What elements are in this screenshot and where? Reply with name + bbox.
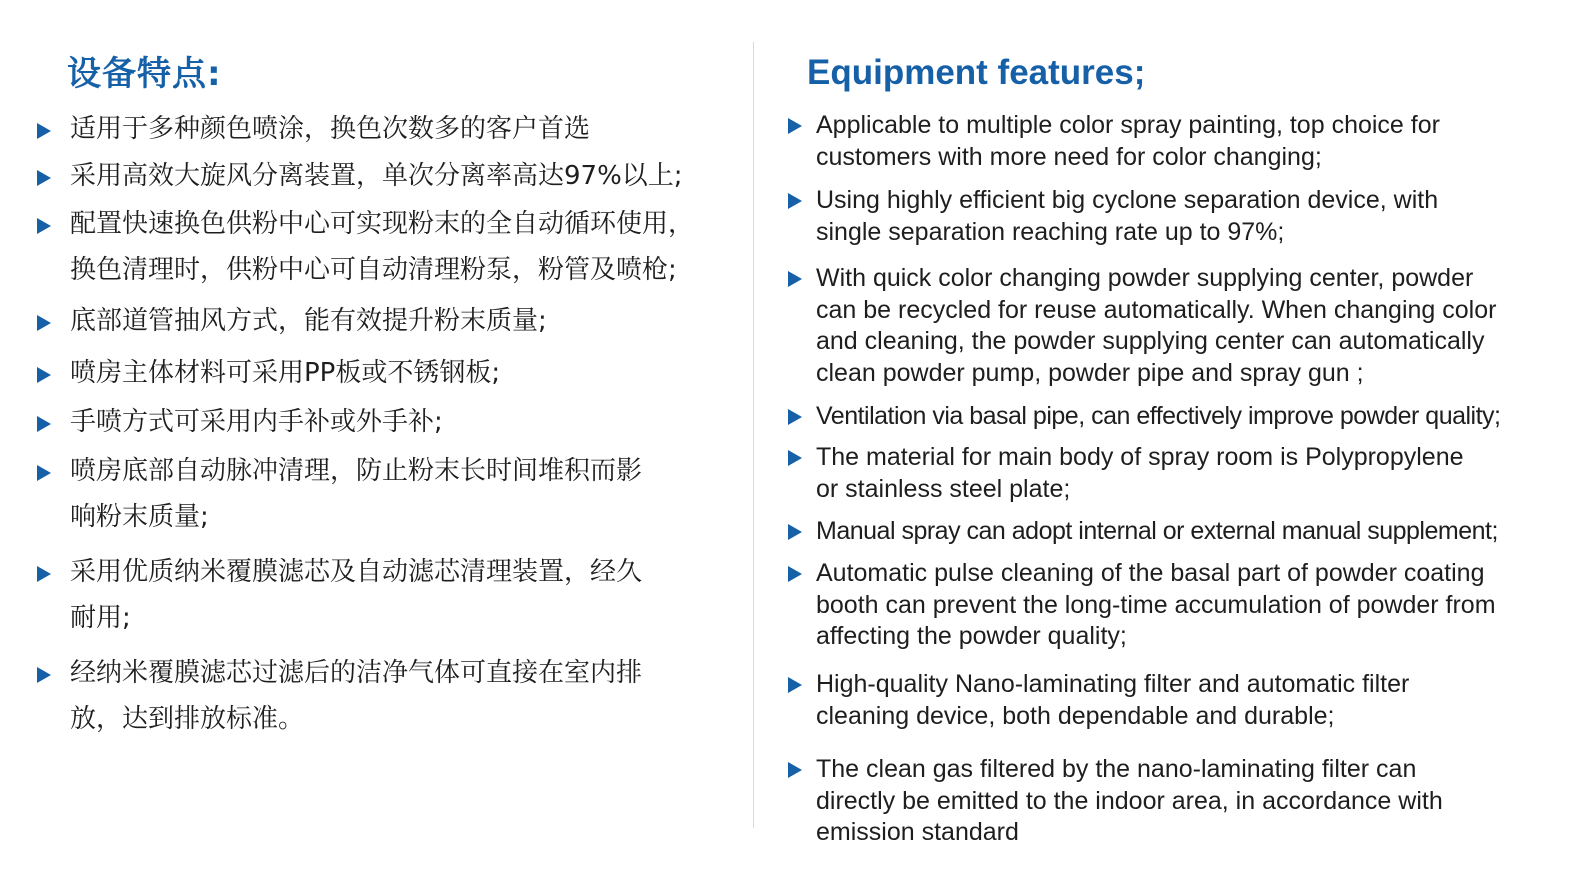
triangle-bullet-icon (37, 566, 51, 582)
cn-feature-item (37, 207, 694, 293)
en-feature-text: The clean gas filtered by the nano-laminating filter can directly be emitted to the indoor area, in accordance with emission standard (816, 755, 1443, 846)
triangle-bullet-icon (788, 409, 802, 425)
cn-feature-item (37, 454, 642, 540)
cn-feature-text: 喷房底部自动脉冲清理，防止粉末长时间堆积而影 响粉末质量; (70, 456, 643, 532)
en-feature-text: High-quality Nano-laminating filter and automatic filter cleaning device, both dependable and durable; (816, 670, 1410, 730)
en-feature-item (788, 516, 1498, 548)
en-feature-item (788, 558, 1496, 653)
triangle-bullet-icon (788, 118, 802, 134)
triangle-bullet-icon (788, 271, 802, 287)
cn-feature-text: 喷房主体材料可采用PP板或不锈钢板; (70, 358, 501, 388)
cn-feature-item (37, 555, 642, 641)
en-feature-item (788, 185, 1438, 248)
triangle-bullet-icon (788, 677, 802, 693)
triangle-bullet-icon (788, 193, 802, 209)
triangle-bullet-icon (788, 450, 802, 466)
triangle-bullet-icon (37, 465, 51, 481)
triangle-bullet-icon (37, 416, 51, 432)
triangle-bullet-icon (788, 566, 802, 582)
triangle-bullet-icon (37, 367, 51, 383)
triangle-bullet-icon (788, 762, 802, 778)
en-feature-text: Automatic pulse cleaning of the basal part of powder coating booth can prevent the long-time accumulation of powder from affecting the powder quality; (816, 559, 1496, 650)
triangle-bullet-icon (37, 667, 51, 683)
en-feature-item (788, 669, 1409, 732)
cn-feature-text: 经纳米覆膜滤芯过滤后的洁净气体可直接在室内排 放，达到排放标准。 (70, 658, 643, 734)
en-feature-text: The material for main body of spray room is Polypropylene or stainless steel plate; (816, 443, 1464, 503)
en-feature-item (788, 401, 1501, 433)
en-feature-item (788, 110, 1440, 173)
en-feature-text: Applicable to multiple color spray painting, top choice for customers with more need for color changing; (816, 111, 1440, 171)
en-feature-item (788, 442, 1464, 505)
en-feature-text: Using highly efficient big cyclone separation device, with single separation reaching rate up to 97%; (816, 186, 1439, 246)
cn-feature-text: 底部道管抽风方式，能有效提升粉末质量; (70, 306, 547, 336)
cn-feature-item (37, 112, 590, 152)
en-feature-item (788, 754, 1443, 849)
en-feature-text: Manual spray can adopt internal or external manual supplement; (816, 517, 1498, 545)
triangle-bullet-icon (37, 170, 51, 186)
cn-feature-item (37, 304, 547, 344)
cn-feature-text: 适用于多种颜色喷涂，换色次数多的客户首选 (70, 114, 591, 144)
cn-feature-item (37, 405, 443, 445)
en-feature-text: With quick color changing powder supplying center, powder can be recycled for reuse automatically. When changing color and cleaning, the powder supplying center can automatically clean powder pump, powder pipe and spray gun ; (816, 264, 1497, 387)
chinese-section-title: 设备特点: (67, 54, 222, 94)
cn-feature-text: 采用优质纳米覆膜滤芯及自动滤芯清理装置，经久 耐用; (70, 557, 643, 633)
english-section-title: Equipment features; (807, 53, 1146, 92)
cn-feature-item (37, 356, 500, 396)
column-divider (753, 42, 754, 828)
en-feature-item (788, 263, 1496, 389)
cn-feature-text: 手喷方式可采用内手补或外手补; (70, 407, 443, 437)
cn-feature-item (37, 656, 642, 742)
triangle-bullet-icon (37, 315, 51, 331)
en-feature-text: Ventilation via basal pipe, can effectively improve powder quality; (816, 402, 1501, 430)
triangle-bullet-icon (37, 123, 51, 139)
cn-feature-item (37, 159, 683, 199)
cn-feature-text: 采用高效大旋风分离装置，单次分离率高达97%以上; (70, 161, 683, 191)
triangle-bullet-icon (788, 524, 802, 540)
triangle-bullet-icon (37, 218, 51, 234)
cn-feature-text: 配置快速换色供粉中心可实现粉末的全自动循环使用， 换色清理时，供粉中心可自动清理粉泵，粉管及喷枪; (70, 209, 695, 285)
